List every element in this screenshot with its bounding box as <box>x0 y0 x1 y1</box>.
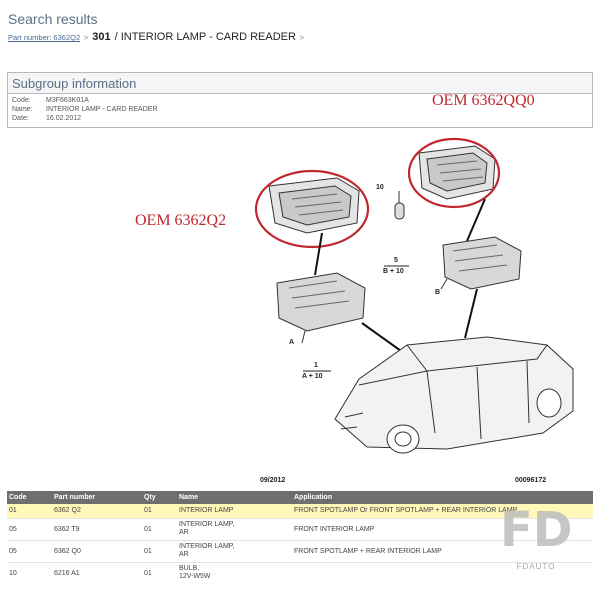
lamp-q0-drawing <box>419 146 495 199</box>
bulb-drawing <box>395 191 404 219</box>
cell-qty: 01 <box>142 562 177 584</box>
cell-application: FRONT INTERIOR LAMP <box>292 518 593 540</box>
lamp-q2-drawing <box>269 178 359 233</box>
cell-code: 10 <box>7 562 52 584</box>
subgroup-heading: Subgroup information <box>8 73 592 94</box>
cell-part-number[interactable]: 6362 T9 <box>52 518 142 540</box>
page-title: Search results <box>8 11 98 27</box>
watermark-text: FDAUTO <box>516 562 556 571</box>
fdauto-watermark <box>500 498 572 578</box>
diagram-label-1: 1 <box>314 362 318 369</box>
cell-application: FRONT SPOTLAMP Or FRONT SPOTLAMP + REAR INTERIOR LAMP <box>292 504 593 518</box>
cell-part-number[interactable]: 6362 Q0 <box>52 540 142 562</box>
cell-name: INTERIOR LAMP, AR <box>177 518 292 540</box>
parts-diagram <box>7 133 593 485</box>
watermark-logo: FD <box>500 502 573 558</box>
diagram-label-b: B <box>435 289 441 296</box>
cell-code: 05 <box>7 540 52 562</box>
diagram-label-b10: B + 10 <box>383 268 404 275</box>
group-code: 301 <box>92 31 111 43</box>
col-header-qty[interactable]: Qty <box>142 491 177 504</box>
cell-qty: 01 <box>142 518 177 540</box>
group-name: / INTERIOR LAMP - CARD READER <box>114 31 296 43</box>
oem-annotation-left: OEM 6362Q2 <box>135 212 227 229</box>
breadcrumb-separator: > <box>84 35 89 42</box>
cell-application: FRONT SPOTLAMP + REAR INTERIOR LAMP <box>292 540 593 562</box>
col-header-part-number[interactable]: Part number <box>52 491 142 504</box>
info-key: Date: <box>12 115 29 122</box>
diagram-footer-date: 09/2012 <box>260 477 286 484</box>
cell-part-number[interactable]: 6216 A1 <box>52 562 142 584</box>
col-header-name[interactable]: Name <box>177 491 292 504</box>
part-number-link[interactable]: Part number: 6362Q2 <box>8 33 81 42</box>
info-value: M3F663K01A <box>46 97 89 104</box>
info-key: Name: <box>12 106 33 113</box>
col-header-application[interactable]: Application <box>292 491 593 504</box>
cell-name: BULB, 12V-W5W <box>177 562 292 584</box>
info-key: Code: <box>12 97 31 104</box>
diagram-label-a10: A + 10 <box>302 373 323 380</box>
parts-diagram-drawing <box>7 133 593 485</box>
col-header-code[interactable]: Code <box>7 491 52 504</box>
cell-name: INTERIOR LAMP <box>177 504 292 518</box>
lamp-a-drawing <box>277 273 365 343</box>
info-value: 16.02.2012 <box>46 115 82 122</box>
cell-name: INTERIOR LAMP, AR <box>177 540 292 562</box>
car-drawing <box>335 337 573 453</box>
cell-part-number[interactable]: 6362 Q2 <box>52 504 142 518</box>
diagram-footer-ref: 00096172 <box>515 477 547 484</box>
cell-code: 05 <box>7 518 52 540</box>
lamp-b-drawing <box>441 237 521 289</box>
cell-qty: 01 <box>142 504 177 518</box>
breadcrumb <box>8 31 304 43</box>
diagram-label-10: 10 <box>376 184 384 191</box>
cell-qty: 01 <box>142 540 177 562</box>
diagram-label-a: A <box>289 339 295 346</box>
cell-code: 01 <box>7 504 52 518</box>
oem-annotation-right: OEM 6362QQ0 <box>432 92 535 109</box>
diagram-label-5: 5 <box>394 257 398 264</box>
info-row-date <box>12 114 588 123</box>
info-value: INTERIOR LAMP - CARD READER <box>46 106 158 113</box>
breadcrumb-separator-trailing: > <box>299 35 305 42</box>
